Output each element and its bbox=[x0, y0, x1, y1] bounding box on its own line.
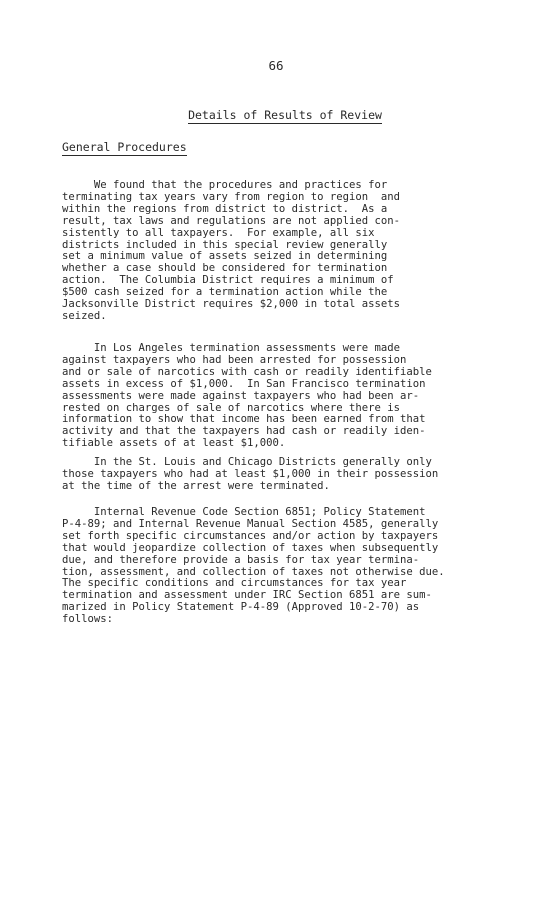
subsection-heading-text: General Procedures bbox=[62, 140, 187, 154]
section-heading-text: Details of Results of Review bbox=[188, 108, 382, 122]
paragraph-irc-section: Internal Revenue Code Section 6851; Policy Statement P-4-89; and Internal Revenue Manual Section 4585, generally set forth specific circumstances and/or action by taxpayers that would jeopardize collection of taxes when subsequently due, and therefore provide a basis for tax year termina- tion, assessment, and collection of taxes not otherwise due. The specific conditions and circumstances for tax year termination and assessment under IRC Section 6851 are sum- marized in Policy Statement P-4-89 (Approved 10-2-70) as follows: bbox=[62, 506, 445, 626]
page-number: 66 bbox=[268, 58, 284, 73]
subsection-heading bbox=[62, 140, 187, 154]
paragraph-procedures: We found that the procedures and practices for terminating tax years vary from region to region and within the regions from district to district. As a result, tax laws and regulations are not applied con- sistently to all taxpayers. For example, all six districts included in this special review generally set a minimum value of assets seized in determining whether a case should be considered for termination action. The Columbia District requires a minimum of $500 cash seized for a termination action while the Jacksonville District requires $2,000 in total assets seized. bbox=[62, 179, 401, 322]
paragraph-st-louis-chicago: In the St. Louis and Chicago Districts generally only those taxpayers who had at least $1,000 in their possession at the time of the arrest were terminated. bbox=[62, 456, 439, 492]
paragraph-los-angeles: In Los Angeles termination assessments were made against taxpayers who had been arrested for possession and or sale of narcotics with cash or readily identifiable assets in excess of $1,000. In San Francisco termination assessments were made against taxpayers who had been ar- rested on charges of sale of narcotics where there is information to show that income has been earned from that activity and that the taxpayers had cash or readily iden- tifiable assets of at least $1,000. bbox=[62, 342, 432, 450]
section-heading bbox=[0, 108, 552, 122]
